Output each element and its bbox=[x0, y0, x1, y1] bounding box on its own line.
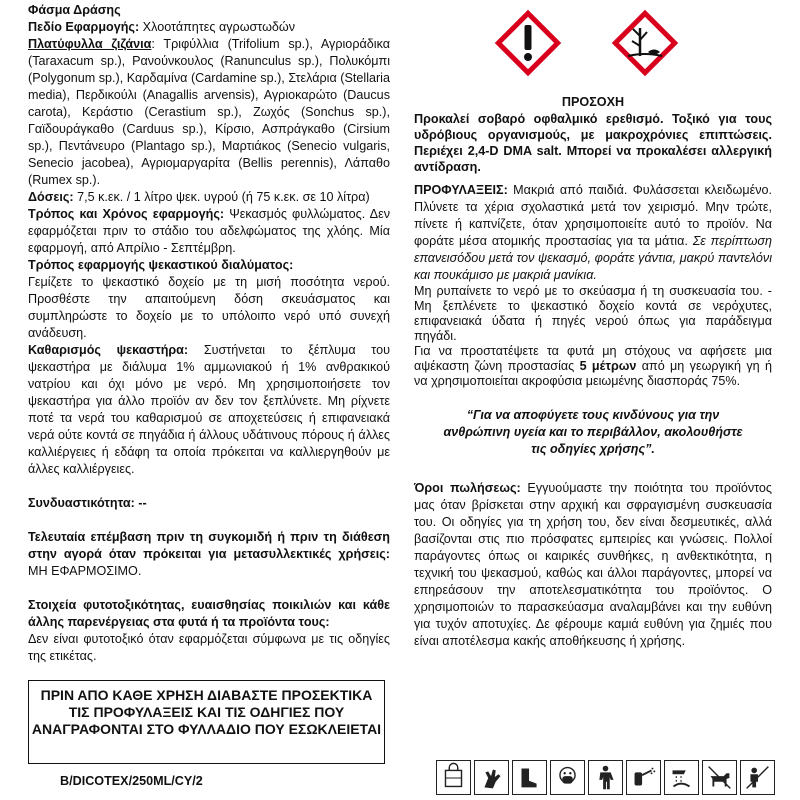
buffer-zone: Για να προστατέψετε τα φυτά μη στόχους να αφήσετε μια αψέκαστη ζώνη προστασίας 5 μέτρων από μη γεωργική γη ή να χρησιμοποιείται ακροφύσια μειωμένης διασποράς 75%. bbox=[414, 344, 772, 388]
hazard-block bbox=[414, 94, 772, 175]
solution-prep-heading: Τρόπος εφαρμογής ψεκαστικού διαλύματος: bbox=[28, 258, 294, 272]
safety-pictograms bbox=[432, 760, 778, 798]
pre-harvest-interval: Τελευταία επέμβαση πριν τη συγκομιδή ή πριν τη διάθεση στην αγορά όταν πρόκειται για μετασυλλεκτικές χρήσεις: ΜΗ ΕΦΑΡΜΟΣΙΜΟ. bbox=[28, 530, 390, 578]
signal-word: ΠΡΟΣΟΧΗ bbox=[561, 95, 625, 109]
solution-prep-text: Γεμίζετε το ψεκαστικό δοχείο με τη μισή ποσότητα νερού. Προσθέστε την απαιτούμενη δόση σκευάσματος και συμπληρώστε το δοχείο με το υπόλοιπο νερό υπό συνεχή ανάδευση. bbox=[28, 275, 390, 340]
doses: Δόσεις: 7,5 κ.εκ. / 1 λίτρο ψεκ. υγρού (ή 75 κ.εκ. σε 10 λίτρα) bbox=[28, 190, 370, 204]
application-time: Τρόπος και Χρόνος εφαρμογής: Ψεκασμός φυλλώματος. Δεν εφαρμόζεται πριν το στάδιο του αδελφώματος της χλόης. Μία εφαρμογή, από Απρίλιο - Σεπτέμβρη. bbox=[28, 207, 391, 255]
keep-away-from-children-icon bbox=[740, 760, 775, 795]
field-of-use: Πεδίο Εφαρμογής: Χλοοτάπητες αγρωστωδών bbox=[28, 20, 296, 34]
safety-quote: “Για να αποφύγετε τους κινδύνους για την ανθρώπινη υγεία και το περιβάλλον, ακολουθήστε τις οδηγίες χρήσης”. bbox=[443, 408, 743, 456]
wash-after-use-icon bbox=[664, 760, 699, 795]
water-protection: Μη ρυπαίνετε το νερό με το σκεύασμα ή τη συσκευασία του. - Μη ξεπλένετε το ψεκαστικό δοχείο κοντά σε νερόχυτες, επιφανειακά ύδατα ή πηγές νερού όπως για παράδειγμα πηγάδι. bbox=[414, 284, 772, 343]
sprayer-cleaning: Καθαρισμός ψεκαστήρα: Συστήνεται το ξέπλυμα του ψεκαστήρα με διάλυμα 1% αμμωνιακού ή 1% ανθρακικού νατρίου και όχι μόνο με νερό. Μη χρησιμοποιήσετε τον ψεκαστήρα για άλλο προϊόν αν δεν τον ξεπλύνετε. Μη ρίχνετε ποτέ τα νερά του καθαρισμού σε αποχετεύσεις ή επιφανειακά νερά ούτε κοντά σε πηγάδια ή άλλους υδάτινους πόρους ή άλλες καλλιέργειες ή εδάφη τα οποία πρόκειται να καλλιεργηθούν με άλλες καλλιέργειες. bbox=[28, 343, 390, 476]
spray-equipment-icon bbox=[626, 760, 661, 795]
left-column bbox=[28, 0, 390, 665]
phytotoxicity-text: Δεν είναι φυτοτοξικό όταν εφαρμόζεται σύμφωνα με τις οδηγίες της ετικέτας. bbox=[28, 632, 390, 663]
terms-of-sale: Όροι πωλήσεως: Εγγυούμαστε την ποιότητα του προϊόντος μας όταν βρίσκεται στην αρχική και σφραγισμένη συσκευασία του. Οι οδηγίες για τη χρήση του, δεν είναι δεσμευτικές, αλλά βασίζονται στις πιο πρόσφατες εμπειρίες και γνώσεις. Πολλοί παράγοντες όπως οι καιρικές συνθήκες, η ανθεκτικότητα, η τεχνική του ψεκασμού, καθώς και άλλοι παράγοντες, μπορεί να επηρεάσουν την αποτελεσματικότητα του προϊόντος. Ο χρησιμοποιών το παρασκεύασμα αναλαμβάνει και την ευθύνη για τυχόν αποτυχίες. Δε φέρουμε καμιά ευθύνη για ζημιές που είναι αποτέλεσμα κακής αποθήκευσης ή χρήσης. bbox=[414, 481, 772, 648]
phytotoxicity-heading: Στοιχεία φυτοτοξικότητας, ευαισθησίας ποικιλιών και κάθε άλλης παρενέργειας στα φυτά ή τα προϊόντα τους: bbox=[28, 598, 390, 629]
right-column bbox=[414, 182, 772, 650]
boots-icon bbox=[512, 760, 547, 795]
environment-icon bbox=[610, 8, 680, 78]
face-mask-icon bbox=[550, 760, 585, 795]
weeds-list: Πλατύφυλλα ζιζάνια: Τριφύλλια (Trifolium sp.), Αγριοράδικα (Taraxacum sp.), Ρανούνκουλος (Ranunculus sp.), Πολυκόμπι (Polygonum sp.), Καρδαμίνα (Cardamine sp.), Στελάρια (Stellaria media), Περδικούλι (Anagallis arvensis), Αγριοκαρώτο (Daucus carota), Κεράστιο (Cerastium sp.), Ζωχός (Sonchus sp.), Γαϊδουράγκαθο (Carduus sp.), Κίρσιο, Ασπράγκαθο (Cirsium sp.), Πεντάνευρο (Plantago sp.), Μαρτιάκος (Senecio vulgaris, Senecio jacobea), Αγριομαργαρίτα (Bellis perennis), Λάπαθο (Rumex sp.). bbox=[28, 37, 390, 187]
section-title: Φάσμα Δράσης bbox=[28, 3, 121, 17]
precautions: ΠΡΟΦΥΛΑΞΕΙΣ: Μακριά από παιδιά. Φυλάσσεται κλειδωμένο. Πλύνετε τα χέρια σχολαστικά μετά τον χειρισμό. Μην τρώτε, πίνετε ή καπνίζετε, όταν χρησιμοποιείτε αυτό το προϊόν. Να φοράτε μέσα ατομικής προστασίας για τα μάτια. Σε περίπτωση επανεισόδου μετά τον ψεκασμό, φοράτε γάντια, μακρύ παντελόνι και πουκάμισο με μακριά μανίκια. bbox=[414, 183, 772, 282]
product-code: B/DICOTEX/250ML/CY/2 bbox=[60, 774, 203, 788]
harmful-to-livestock-icon bbox=[702, 760, 737, 795]
store-locked-icon bbox=[436, 760, 471, 795]
exclamation-mark-icon bbox=[493, 8, 563, 78]
read-instructions-text: ΠΡΙΝ ΑΠΟ ΚΑΘΕ ΧΡΗΣΗ ΔΙΑΒΑΣΤΕ ΠΡΟΣΕΚΤΙΚΑ ΤΙΣ ΠΡΟΦΥΛΑΞΕΙΣ ΚΑΙ ΤΙΣ ΟΔΗΓΙΕΣ ΠΟΥ ΑΝΑΓΡΑΦΟΝΤΑΙ ΣΤΟ ΦΥΛΛΑΔΙΟ ΠΟΥ ΕΣΩΚΛΕΙΕΤΑΙ bbox=[31, 687, 382, 737]
compatibility: Συνδυαστικότητα: -- bbox=[28, 496, 147, 510]
hazard-statements: Προκαλεί σοβαρό οφθαλμικό ερεθισμό. Τοξικό για τους υδρόβιους οργανισμούς, με μακροχρόνιες επιπτώσεις. Περιέχει 2,4-D DMA salt. Μπορεί να προκαλέσει αλλεργική αντίδραση. bbox=[414, 112, 772, 174]
protective-clothing-icon bbox=[588, 760, 623, 795]
read-instructions-box bbox=[28, 680, 385, 764]
gloves-icon bbox=[474, 760, 509, 795]
